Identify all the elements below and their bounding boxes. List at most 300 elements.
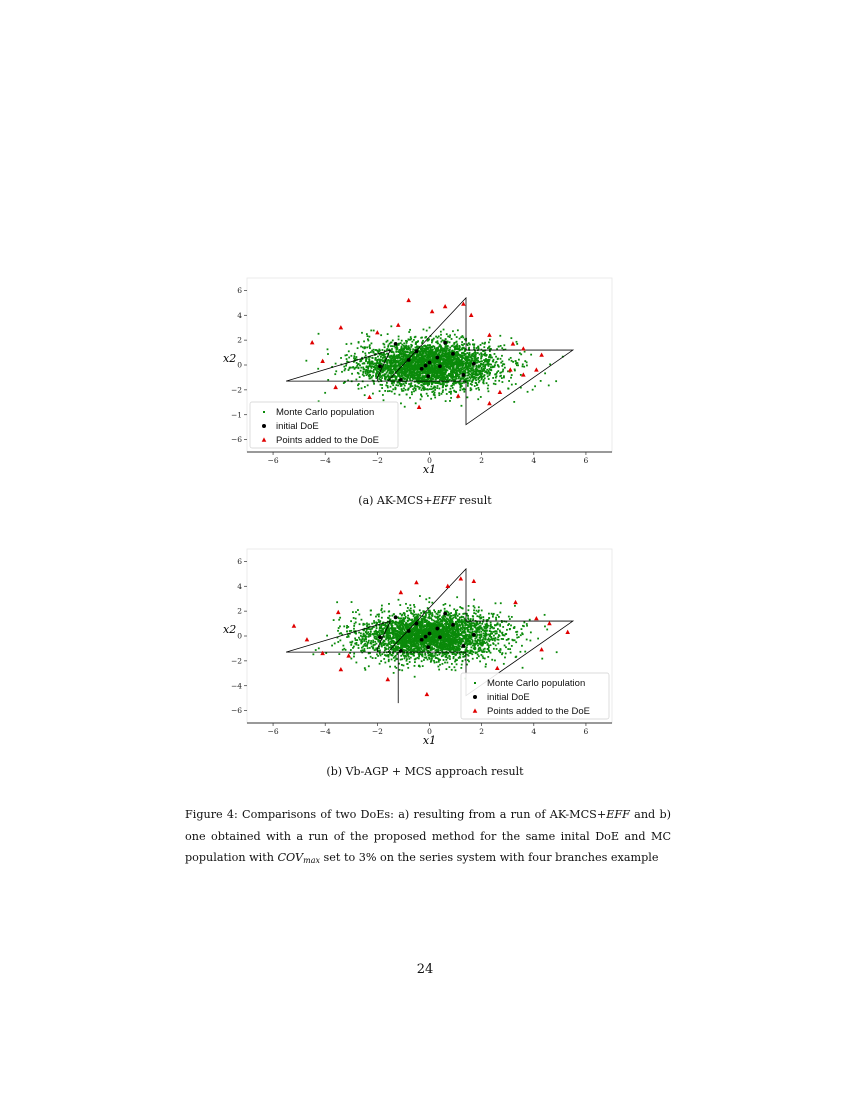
mc-point xyxy=(462,608,464,610)
mc-point xyxy=(375,657,377,659)
mc-point xyxy=(461,341,463,343)
mc-point xyxy=(441,372,443,374)
mc-point xyxy=(429,346,431,348)
mc-point xyxy=(443,373,445,375)
mc-point xyxy=(412,377,414,379)
mc-point xyxy=(457,365,459,367)
mc-point xyxy=(354,637,356,639)
mc-point xyxy=(366,358,368,360)
mc-point xyxy=(368,665,370,667)
mc-point xyxy=(427,358,429,360)
mc-point xyxy=(522,365,524,367)
mc-point xyxy=(470,383,472,385)
mc-point xyxy=(393,382,395,384)
mc-point xyxy=(433,355,435,357)
mc-point xyxy=(499,335,501,337)
mc-point xyxy=(432,368,434,370)
mc-point xyxy=(421,346,423,348)
mc-point xyxy=(381,355,383,357)
mc-point xyxy=(341,371,343,373)
mc-point xyxy=(492,366,494,368)
mc-point xyxy=(451,338,453,340)
mc-point xyxy=(389,666,391,668)
mc-point xyxy=(391,391,393,393)
mc-point xyxy=(355,379,357,381)
mc-point xyxy=(415,358,417,360)
mc-point xyxy=(370,656,372,658)
mc-point xyxy=(432,349,434,351)
mc-point xyxy=(501,360,503,362)
mc-point xyxy=(399,613,401,615)
mc-point xyxy=(438,394,440,396)
mc-point xyxy=(416,369,418,371)
mc-point xyxy=(430,655,432,657)
mc-point xyxy=(444,623,446,625)
mc-point xyxy=(556,651,558,653)
mc-point xyxy=(424,621,426,623)
mc-point xyxy=(484,354,486,356)
mc-point xyxy=(366,645,368,647)
mc-point xyxy=(520,374,522,376)
doe-point xyxy=(472,362,476,366)
mc-point xyxy=(492,377,494,379)
mc-point xyxy=(346,358,348,360)
mc-point xyxy=(477,352,479,354)
mc-point xyxy=(496,371,498,373)
mc-point xyxy=(490,348,492,350)
mc-point xyxy=(494,374,496,376)
mc-point xyxy=(403,371,405,373)
mc-point xyxy=(334,373,336,375)
mc-point xyxy=(416,346,418,348)
mc-point xyxy=(413,390,415,392)
mc-point xyxy=(452,621,454,623)
mc-point xyxy=(464,379,466,381)
doe-point xyxy=(426,374,430,378)
mc-point xyxy=(478,366,480,368)
mc-point xyxy=(463,355,465,357)
mc-point xyxy=(397,360,399,362)
mc-point xyxy=(526,365,528,367)
mc-point xyxy=(482,364,484,366)
mc-point xyxy=(435,376,437,378)
mc-point xyxy=(446,369,448,371)
mc-point xyxy=(371,357,373,359)
mc-point xyxy=(395,347,397,349)
mc-point xyxy=(473,377,475,379)
doe-point xyxy=(424,364,428,368)
mc-point xyxy=(502,626,504,628)
mc-point xyxy=(484,352,486,354)
mc-point xyxy=(465,632,467,634)
mc-point xyxy=(446,346,448,348)
x-axis-label: x1 xyxy=(422,463,437,476)
mc-point xyxy=(477,373,479,375)
y-tick-label: 2 xyxy=(237,335,242,345)
mc-point xyxy=(530,354,532,356)
mc-point xyxy=(437,374,439,376)
mc-point xyxy=(460,354,462,356)
mc-point xyxy=(439,352,441,354)
mc-point xyxy=(484,371,486,373)
mc-point xyxy=(477,645,479,647)
mc-point xyxy=(357,384,359,386)
mc-point xyxy=(365,372,367,374)
mc-point xyxy=(423,359,425,361)
mc-point xyxy=(416,372,418,374)
mc-point xyxy=(409,352,411,354)
mc-point xyxy=(399,349,401,351)
mc-point xyxy=(507,648,509,650)
mc-point xyxy=(452,374,454,376)
mc-point xyxy=(448,373,450,375)
mc-point xyxy=(384,379,386,381)
mc-point xyxy=(394,376,396,378)
mc-point xyxy=(456,596,458,598)
mc-point xyxy=(395,351,397,353)
doe-point xyxy=(461,373,465,377)
mc-point xyxy=(427,385,429,387)
mc-point xyxy=(475,354,477,356)
doe-point xyxy=(407,358,411,362)
mc-point xyxy=(401,385,403,387)
mc-point xyxy=(501,355,503,357)
mc-point xyxy=(376,653,378,655)
mc-point xyxy=(425,373,427,375)
mc-point xyxy=(387,648,389,650)
mc-point xyxy=(514,368,516,370)
mc-point xyxy=(488,341,490,343)
mc-point xyxy=(434,655,436,657)
mc-point xyxy=(490,355,492,357)
mc-point xyxy=(449,351,451,353)
mc-point xyxy=(480,396,482,398)
mc-point xyxy=(452,614,454,616)
mc-point xyxy=(468,347,470,349)
mc-point xyxy=(428,338,430,340)
mc-point xyxy=(502,370,504,372)
caption-a-text: (a) AK-MCS+ xyxy=(358,494,433,507)
mc-point xyxy=(484,377,486,379)
mc-point xyxy=(476,347,478,349)
mc-point xyxy=(459,338,461,340)
mc-point xyxy=(463,391,465,393)
mc-point xyxy=(469,380,471,382)
mc-point xyxy=(402,361,404,363)
mc-point xyxy=(511,374,513,376)
mc-point xyxy=(315,649,317,651)
mc-point xyxy=(355,618,357,620)
mc-point xyxy=(410,608,412,610)
mc-point xyxy=(511,616,513,618)
mc-point xyxy=(466,646,468,648)
mc-point xyxy=(403,354,405,356)
mc-point xyxy=(382,343,384,345)
mc-point xyxy=(548,385,550,387)
mc-point xyxy=(483,637,485,639)
mc-point xyxy=(373,383,375,385)
mc-point xyxy=(400,373,402,375)
mc-point xyxy=(479,370,481,372)
mc-point xyxy=(401,388,403,390)
mc-point xyxy=(399,354,401,356)
mc-point xyxy=(488,390,490,392)
mc-point xyxy=(379,354,381,356)
mc-point xyxy=(413,604,415,606)
mc-point xyxy=(458,613,460,615)
mc-point xyxy=(433,352,435,354)
mc-point xyxy=(504,367,506,369)
mc-point xyxy=(452,356,454,358)
mc-point xyxy=(494,640,496,642)
mc-point xyxy=(480,631,482,633)
mc-point xyxy=(441,393,443,395)
mc-point xyxy=(409,363,411,365)
mc-point xyxy=(449,357,451,359)
mc-point xyxy=(446,353,448,355)
mc-point xyxy=(461,382,463,384)
mc-point xyxy=(423,387,425,389)
mc-point xyxy=(434,392,436,394)
mc-point xyxy=(483,382,485,384)
mc-point xyxy=(471,358,473,360)
mc-point xyxy=(430,386,432,388)
mc-point xyxy=(331,645,333,647)
mc-point xyxy=(437,369,439,371)
mc-point xyxy=(454,362,456,364)
mc-point xyxy=(380,334,382,336)
mc-point xyxy=(377,356,379,358)
mc-point xyxy=(399,382,401,384)
mc-point xyxy=(353,355,355,357)
mc-point xyxy=(404,406,406,408)
mc-point xyxy=(360,360,362,362)
mc-point xyxy=(460,372,462,374)
mc-point xyxy=(516,362,518,364)
mc-point xyxy=(487,634,489,636)
mc-point xyxy=(503,377,505,379)
mc-point xyxy=(346,343,348,345)
mc-point xyxy=(363,629,365,631)
mc-point xyxy=(386,353,388,355)
mc-point xyxy=(472,658,474,660)
mc-point xyxy=(441,352,443,354)
mc-point xyxy=(362,367,364,369)
mc-point xyxy=(397,382,399,384)
mc-point xyxy=(397,365,399,367)
mc-point xyxy=(519,651,521,653)
mc-point xyxy=(430,348,432,350)
mc-point xyxy=(524,351,526,353)
mc-point xyxy=(523,366,525,368)
mc-point xyxy=(468,357,470,359)
mc-point xyxy=(462,352,464,354)
mc-point xyxy=(494,366,496,368)
mc-point xyxy=(405,363,407,365)
mc-point xyxy=(432,388,434,390)
mc-point xyxy=(470,364,472,366)
mc-point xyxy=(386,348,388,350)
mc-point xyxy=(458,368,460,370)
mc-point xyxy=(361,387,363,389)
mc-point xyxy=(414,336,416,338)
mc-point xyxy=(434,397,436,399)
mc-point xyxy=(449,388,451,390)
mc-point xyxy=(425,352,427,354)
mc-point xyxy=(420,394,422,396)
mc-point xyxy=(442,365,444,367)
mc-point xyxy=(394,379,396,381)
mc-point xyxy=(512,361,514,363)
mc-point xyxy=(479,643,481,645)
mc-point xyxy=(443,370,445,372)
mc-point xyxy=(375,358,377,360)
mc-point xyxy=(469,360,471,362)
mc-point xyxy=(471,372,473,374)
mc-point xyxy=(476,365,478,367)
mc-point xyxy=(534,385,536,387)
mc-point xyxy=(478,364,480,366)
mc-point xyxy=(373,369,375,371)
mc-point xyxy=(410,612,412,614)
mc-point xyxy=(401,371,403,373)
mc-point xyxy=(421,389,423,391)
mc-point xyxy=(414,385,416,387)
mc-point xyxy=(366,366,368,368)
mc-point xyxy=(498,346,500,348)
mc-point xyxy=(454,334,456,336)
mc-point xyxy=(456,343,458,345)
mc-point xyxy=(408,338,410,340)
mc-point xyxy=(336,601,338,603)
mc-point xyxy=(439,360,441,362)
mc-point xyxy=(417,359,419,361)
mc-point xyxy=(446,333,448,335)
mc-point xyxy=(430,353,432,355)
mc-point xyxy=(376,362,378,364)
mc-point xyxy=(475,356,477,358)
mc-point xyxy=(387,370,389,372)
mc-point xyxy=(351,601,353,603)
mc-point xyxy=(431,659,433,661)
mc-point xyxy=(443,358,445,360)
mc-point xyxy=(422,665,424,667)
mc-point xyxy=(510,377,512,379)
mc-point xyxy=(410,382,412,384)
mc-point xyxy=(436,341,438,343)
mc-point xyxy=(378,350,380,352)
mc-point xyxy=(479,660,481,662)
mc-point xyxy=(356,356,358,358)
mc-point xyxy=(488,378,490,380)
mc-point xyxy=(359,376,361,378)
mc-point xyxy=(373,349,375,351)
mc-point xyxy=(440,383,442,385)
mc-point xyxy=(370,370,372,372)
doe-point xyxy=(443,341,447,345)
mc-point xyxy=(473,346,475,348)
mc-point xyxy=(364,352,366,354)
mc-point xyxy=(464,618,466,620)
mc-point xyxy=(399,370,401,372)
mc-point xyxy=(369,344,371,346)
mc-point xyxy=(394,362,396,364)
mc-point xyxy=(474,385,476,387)
mc-point xyxy=(425,614,427,616)
mc-point xyxy=(370,614,372,616)
mc-point xyxy=(353,357,355,359)
mc-point xyxy=(447,657,449,659)
mc-point xyxy=(387,333,389,335)
mc-point xyxy=(464,338,466,340)
mc-point xyxy=(436,387,438,389)
mc-point xyxy=(460,386,462,388)
x-tick-label: 4 xyxy=(531,456,537,465)
mc-point xyxy=(446,376,448,378)
mc-point xyxy=(494,364,496,366)
mc-point xyxy=(369,363,371,365)
mc-point xyxy=(477,346,479,348)
mc-point xyxy=(364,394,366,396)
mc-point xyxy=(408,367,410,369)
mc-point xyxy=(368,352,370,354)
mc-point xyxy=(479,353,481,355)
mc-point xyxy=(392,340,394,342)
mc-point xyxy=(406,348,408,350)
mc-point xyxy=(371,623,373,625)
mc-point xyxy=(446,363,448,365)
mc-point xyxy=(518,636,520,638)
mc-point xyxy=(455,352,457,354)
mc-point xyxy=(390,363,392,365)
mc-point xyxy=(443,363,445,365)
mc-point xyxy=(501,381,503,383)
legend-marker-mc xyxy=(263,411,265,413)
mc-point xyxy=(327,348,329,350)
mc-point xyxy=(456,341,458,343)
mc-point xyxy=(406,365,408,367)
mc-point xyxy=(483,379,485,381)
mc-point xyxy=(418,365,420,367)
mc-point xyxy=(381,384,383,386)
mc-point xyxy=(468,367,470,369)
mc-point xyxy=(387,390,389,392)
mc-point xyxy=(413,367,415,369)
mc-point xyxy=(364,386,366,388)
mc-point xyxy=(460,361,462,363)
mc-point xyxy=(415,343,417,345)
mc-point xyxy=(447,356,449,358)
mc-point xyxy=(440,337,442,339)
mc-point xyxy=(436,366,438,368)
mc-point xyxy=(367,361,369,363)
mc-point xyxy=(465,363,467,365)
mc-point xyxy=(398,338,400,340)
mc-point xyxy=(406,342,408,344)
mc-point xyxy=(383,355,385,357)
mc-point xyxy=(485,663,487,665)
mc-point xyxy=(443,382,445,384)
mc-point xyxy=(517,364,519,366)
mc-point xyxy=(461,619,463,621)
mc-point xyxy=(407,346,409,348)
mc-point xyxy=(411,352,413,354)
mc-point xyxy=(390,368,392,370)
mc-point xyxy=(470,618,472,620)
mc-point xyxy=(426,388,428,390)
mc-point xyxy=(335,363,337,365)
mc-point xyxy=(457,358,459,360)
